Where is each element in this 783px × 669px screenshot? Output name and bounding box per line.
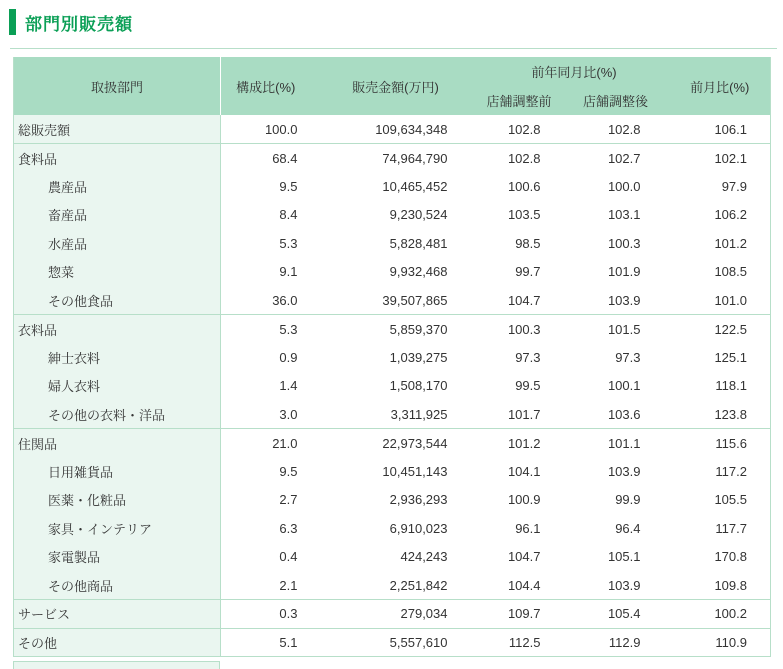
yoy-before-cell: 104.7 (461, 286, 554, 315)
mom-cell: 115.6 (654, 429, 771, 458)
yoy-before-cell: 104.7 (461, 543, 554, 572)
department-cell: 日用雑貨品 (14, 457, 221, 486)
sales-amount-cell: 10,451,143 (311, 457, 461, 486)
composition-cell: 8.4 (221, 201, 311, 230)
composition-cell: 6.3 (221, 514, 311, 543)
sales-amount-cell: 39,507,865 (311, 286, 461, 315)
department-cell: 婦人衣料 (14, 372, 221, 401)
table-row (14, 286, 771, 315)
yoy-after-cell: 99.9 (554, 486, 654, 515)
department-cell: その他食品 (14, 286, 221, 315)
yoy-after-cell: 103.6 (554, 400, 654, 429)
page-header (9, 8, 783, 36)
department-cell: サービス (14, 600, 221, 629)
yoy-after-cell: 103.9 (554, 286, 654, 315)
table-header (14, 57, 771, 115)
department-cell: 住関品 (14, 429, 221, 458)
composition-cell: 100.0 (221, 115, 311, 144)
yoy-after-cell: 96.4 (554, 514, 654, 543)
sales-amount-cell: 424,243 (311, 543, 461, 572)
yoy-after-cell: 102.8 (554, 115, 654, 144)
yoy-before-cell: 99.5 (461, 372, 554, 401)
department-cell: 食料品 (14, 144, 221, 173)
mom-cell: 108.5 (654, 258, 771, 287)
sales-amount-cell: 5,859,370 (311, 315, 461, 344)
table-row (14, 229, 771, 258)
table-row (14, 600, 771, 629)
yoy-after-cell: 101.9 (554, 258, 654, 287)
department-cell: その他 (14, 628, 221, 657)
page-title: 部門別販売額 (25, 14, 133, 34)
table-row (14, 258, 771, 287)
yoy-after-cell: 103.9 (554, 457, 654, 486)
mom-cell: 118.1 (654, 372, 771, 401)
sales-amount-cell: 2,936,293 (311, 486, 461, 515)
sales-amount-cell: 74,964,790 (311, 144, 461, 173)
yoy-before-cell: 100.3 (461, 315, 554, 344)
composition-cell: 68.4 (221, 144, 311, 173)
mom-cell: 110.9 (654, 628, 771, 657)
mom-cell: 117.7 (654, 514, 771, 543)
yoy-after-cell: 101.1 (554, 429, 654, 458)
yoy-before-cell: 104.1 (461, 457, 554, 486)
mom-cell: 122.5 (654, 315, 771, 344)
composition-cell: 9.1 (221, 258, 311, 287)
yoy-after-cell: 101.5 (554, 315, 654, 344)
sales-amount-cell: 10,465,452 (311, 172, 461, 201)
table-row (14, 543, 771, 572)
table-row (14, 571, 771, 600)
yoy-after-cell: 100.1 (554, 372, 654, 401)
column-header-yoy-before: 店舗調整前 (461, 86, 554, 115)
yoy-after-cell: 100.0 (554, 172, 654, 201)
sales-amount-cell: 109,634,348 (311, 115, 461, 144)
mom-cell: 101.2 (654, 229, 771, 258)
yoy-after-cell: 102.7 (554, 144, 654, 173)
yoy-before-cell: 97.3 (461, 343, 554, 372)
yoy-before-cell: 100.9 (461, 486, 554, 515)
table-row (14, 514, 771, 543)
department-cell: その他の衣料・洋品 (14, 400, 221, 429)
composition-cell: 0.4 (221, 543, 311, 572)
table-row (14, 343, 771, 372)
sales-amount-cell: 5,828,481 (311, 229, 461, 258)
sales-amount-cell: 9,230,524 (311, 201, 461, 230)
mom-cell: 117.2 (654, 457, 771, 486)
table-row (14, 172, 771, 201)
next-section-partial-cell (13, 661, 220, 669)
sales-amount-cell: 1,508,170 (311, 372, 461, 401)
department-cell: 畜産品 (14, 201, 221, 230)
department-cell: 紳士衣料 (14, 343, 221, 372)
yoy-before-cell: 103.5 (461, 201, 554, 230)
sales-amount-cell: 2,251,842 (311, 571, 461, 600)
composition-cell: 5.3 (221, 229, 311, 258)
department-cell: 総販売額 (14, 115, 221, 144)
table-row (14, 400, 771, 429)
table-row (14, 486, 771, 515)
mom-cell: 123.8 (654, 400, 771, 429)
yoy-before-cell: 96.1 (461, 514, 554, 543)
composition-cell: 0.3 (221, 600, 311, 629)
sales-amount-cell: 279,034 (311, 600, 461, 629)
yoy-after-cell: 105.1 (554, 543, 654, 572)
yoy-after-cell: 97.3 (554, 343, 654, 372)
table-row (14, 115, 771, 144)
department-cell: 惣菜 (14, 258, 221, 287)
table-row (14, 201, 771, 230)
sales-amount-cell: 9,932,468 (311, 258, 461, 287)
sales-amount-cell: 3,311,925 (311, 400, 461, 429)
table-row (14, 457, 771, 486)
yoy-after-cell: 103.9 (554, 571, 654, 600)
yoy-before-cell: 101.7 (461, 400, 554, 429)
mom-cell: 97.9 (654, 172, 771, 201)
mom-cell: 125.1 (654, 343, 771, 372)
composition-cell: 9.5 (221, 172, 311, 201)
composition-cell: 0.9 (221, 343, 311, 372)
sales-amount-cell: 5,557,610 (311, 628, 461, 657)
composition-cell: 5.3 (221, 315, 311, 344)
yoy-after-cell: 100.3 (554, 229, 654, 258)
yoy-before-cell: 112.5 (461, 628, 554, 657)
table-row (14, 144, 771, 173)
composition-cell: 21.0 (221, 429, 311, 458)
yoy-before-cell: 98.5 (461, 229, 554, 258)
title-divider (10, 48, 777, 49)
table-row (14, 429, 771, 458)
report-page (0, 8, 783, 669)
yoy-before-cell: 104.4 (461, 571, 554, 600)
mom-cell: 101.0 (654, 286, 771, 315)
department-cell: 衣料品 (14, 315, 221, 344)
mom-cell: 170.8 (654, 543, 771, 572)
column-header-yoy-after: 店舗調整後 (554, 86, 654, 115)
column-header-department: 取扱部門 (14, 57, 221, 115)
sales-amount-cell: 22,973,544 (311, 429, 461, 458)
column-header-composition: 構成比(%) (221, 57, 311, 115)
mom-cell: 102.1 (654, 144, 771, 173)
yoy-before-cell: 109.7 (461, 600, 554, 629)
mom-cell: 106.1 (654, 115, 771, 144)
composition-cell: 9.5 (221, 457, 311, 486)
composition-cell: 5.1 (221, 628, 311, 657)
sales-by-department-table (13, 57, 771, 657)
column-header-yoy-group: 前年同月比(%) (461, 57, 654, 86)
composition-cell: 1.4 (221, 372, 311, 401)
department-cell: 家電製品 (14, 543, 221, 572)
composition-cell: 3.0 (221, 400, 311, 429)
table-body (14, 115, 771, 657)
department-cell: 水産品 (14, 229, 221, 258)
sales-amount-cell: 6,910,023 (311, 514, 461, 543)
mom-cell: 100.2 (654, 600, 771, 629)
mom-cell: 105.5 (654, 486, 771, 515)
title-accent-bar (9, 9, 16, 35)
yoy-after-cell: 103.1 (554, 201, 654, 230)
yoy-before-cell: 101.2 (461, 429, 554, 458)
yoy-before-cell: 102.8 (461, 115, 554, 144)
yoy-before-cell: 99.7 (461, 258, 554, 287)
department-cell: その他商品 (14, 571, 221, 600)
composition-cell: 2.1 (221, 571, 311, 600)
yoy-before-cell: 102.8 (461, 144, 554, 173)
mom-cell: 109.8 (654, 571, 771, 600)
column-header-mom: 前月比(%) (654, 57, 771, 115)
composition-cell: 2.7 (221, 486, 311, 515)
department-cell: 家具・インテリア (14, 514, 221, 543)
sales-amount-cell: 1,039,275 (311, 343, 461, 372)
composition-cell: 36.0 (221, 286, 311, 315)
yoy-after-cell: 105.4 (554, 600, 654, 629)
table-row (14, 628, 771, 657)
column-header-sales-amount: 販売金額(万円) (311, 57, 461, 115)
yoy-after-cell: 112.9 (554, 628, 654, 657)
table-row (14, 372, 771, 401)
yoy-before-cell: 100.6 (461, 172, 554, 201)
table-row (14, 315, 771, 344)
mom-cell: 106.2 (654, 201, 771, 230)
department-cell: 農産品 (14, 172, 221, 201)
department-cell: 医薬・化粧品 (14, 486, 221, 515)
